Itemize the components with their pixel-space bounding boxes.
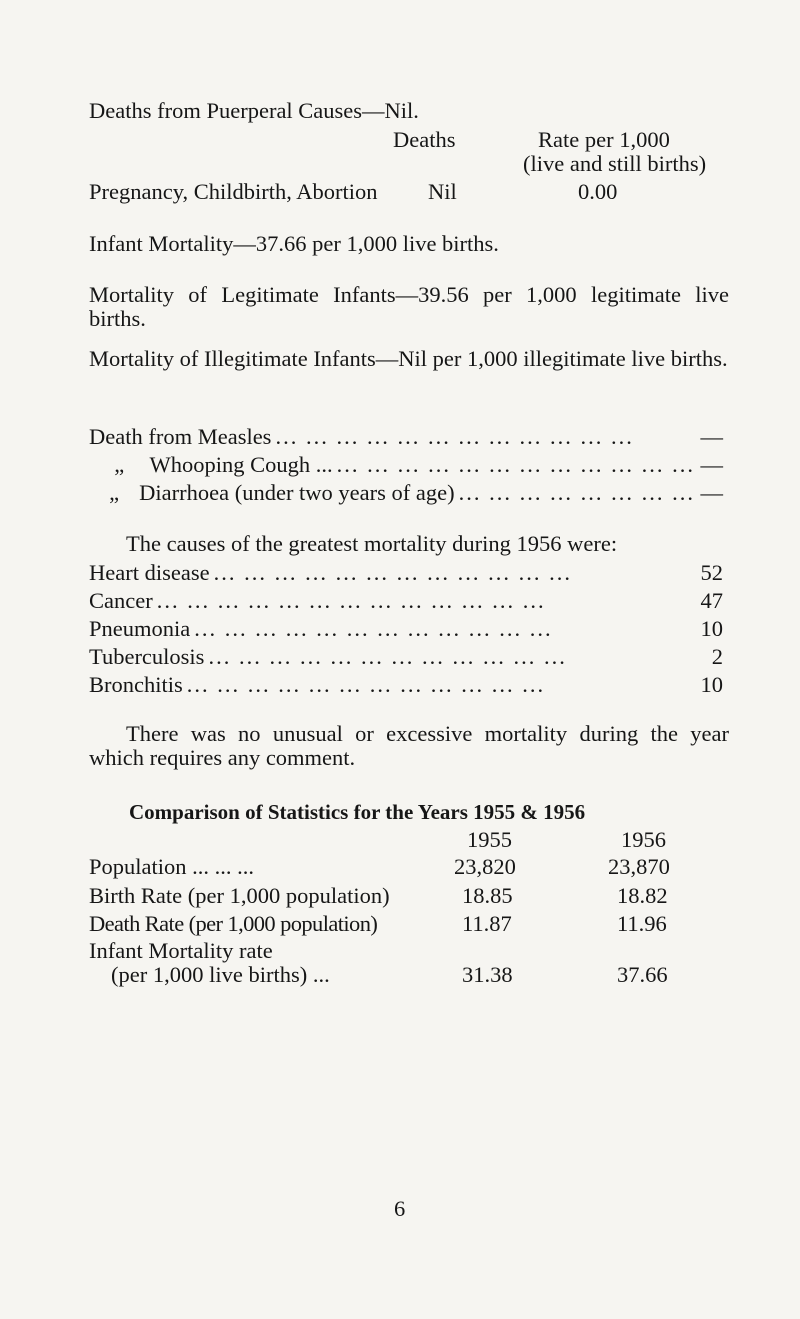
comparison-row-1956: 23,870: [608, 854, 670, 879]
measles-row: [89, 424, 723, 450]
leader-dots: ... ... ... ... ... ... ... ... ... ... ... ...: [186, 672, 546, 697]
cause-row: [89, 560, 723, 586]
infant-mortality-1956: 37.66: [617, 962, 668, 987]
infant-mortality-1955: 31.38: [462, 962, 513, 987]
causes-heading: The causes of the greatest mortality during 1956 were:: [126, 531, 618, 556]
deaths-column-header: Deaths: [393, 127, 456, 152]
page-number: 6: [394, 1196, 406, 1221]
cause-label: Heart disease: [89, 560, 210, 585]
cause-row: [89, 588, 723, 614]
diarrhoea-row: [89, 480, 723, 506]
cause-label: Cancer: [89, 588, 153, 613]
comparison-row-1955: 11.87: [462, 911, 512, 936]
cause-value: 10: [700, 672, 723, 697]
cause-value: 52: [700, 560, 723, 585]
whooping-cough-row: [89, 452, 723, 478]
rate-column-header-line2: (live and still births): [523, 151, 707, 176]
cause-label: Pneumonia: [89, 616, 191, 641]
leader-dots: ... ... ... ... ... ... ... ... ... ... ... ... ...: [156, 588, 546, 613]
comparison-row-1955: 18.85: [462, 883, 513, 908]
whooping-cough-label: Whooping Cough ...: [149, 452, 333, 477]
cause-value: 2: [711, 644, 723, 669]
puerperal-heading: Deaths from Puerperal Causes—Nil.: [89, 98, 419, 123]
no-unusual-paragraph: There was no unusual or excessive mortality during the year which requires any comment.: [89, 721, 729, 770]
cause-value: 47: [700, 588, 723, 613]
leader-dots: ... ... ... ... ... ... ... ... ... ... ... ...: [194, 616, 553, 641]
pregnancy-row-rate: 0.00: [578, 179, 618, 204]
comparison-title: Comparison of Statistics for the Years 1955 & 1956: [129, 800, 586, 824]
ditto-mark: „: [109, 480, 120, 505]
pregnancy-row-label: Pregnancy, Childbirth, Abortion: [89, 179, 378, 204]
cause-row: [89, 616, 723, 642]
comparison-row-1956: 18.82: [617, 883, 668, 908]
comparison-row-1955: 23,820: [454, 854, 516, 879]
diarrhoea-label: Diarrhoea (under two years of age): [139, 480, 455, 505]
leader-dots: ... ... ... ... ... ... ... ... ... ... ... ...: [208, 644, 567, 669]
leader-dots: ... ... ... ... ... ... ... ... ... ... ... ...: [275, 424, 634, 449]
comparison-row-label: Birth Rate (per 1,000 population): [89, 883, 390, 908]
cause-value: 10: [700, 616, 723, 641]
rate-column-header-line1: Rate per 1,000: [538, 127, 670, 152]
ditto-mark: „: [114, 452, 125, 477]
year-1956-header: 1956: [621, 827, 666, 852]
cause-label: Tuberculosis: [89, 644, 205, 669]
comparison-row-1956: 11.96: [617, 911, 667, 936]
leader-dots: ... ... ... ... ... ... ... ...: [458, 480, 695, 505]
cause-row: [89, 672, 723, 698]
measles-label: Death from Measles: [89, 424, 272, 449]
year-1955-header: 1955: [467, 827, 512, 852]
measles-value: —: [700, 424, 723, 449]
comparison-row-label: Death Rate (per 1,000 population): [89, 911, 378, 936]
infant-mortality-rate-label-1: Infant Mortality rate: [89, 938, 273, 963]
cause-label: Bronchitis: [89, 672, 183, 697]
cause-row: [89, 644, 723, 670]
comparison-row-label: Population ... ... ...: [89, 854, 255, 879]
illegitimate-infants-paragraph: Mortality of Illegitimate Infants—Nil per 1,000 illegitimate live births.: [89, 346, 728, 371]
pregnancy-row-deaths: Nil: [428, 179, 457, 204]
diarrhoea-value: —: [700, 480, 723, 505]
infant-mortality-rate-label-2: (per 1,000 live births) ...: [111, 962, 330, 987]
whooping-cough-value: —: [700, 452, 723, 477]
leader-dots: ... ... ... ... ... ... ... ... ... ... ... ...: [213, 560, 572, 585]
infant-mortality-text: Infant Mortality—37.66 per 1,000 live births.: [89, 231, 499, 256]
leader-dots: ... ... ... ... ... ... ... ... ... ... ... ...: [336, 452, 695, 477]
legitimate-infants-paragraph: Mortality of Legitimate Infants—39.56 per 1,000 legitimate live births.: [89, 282, 729, 331]
